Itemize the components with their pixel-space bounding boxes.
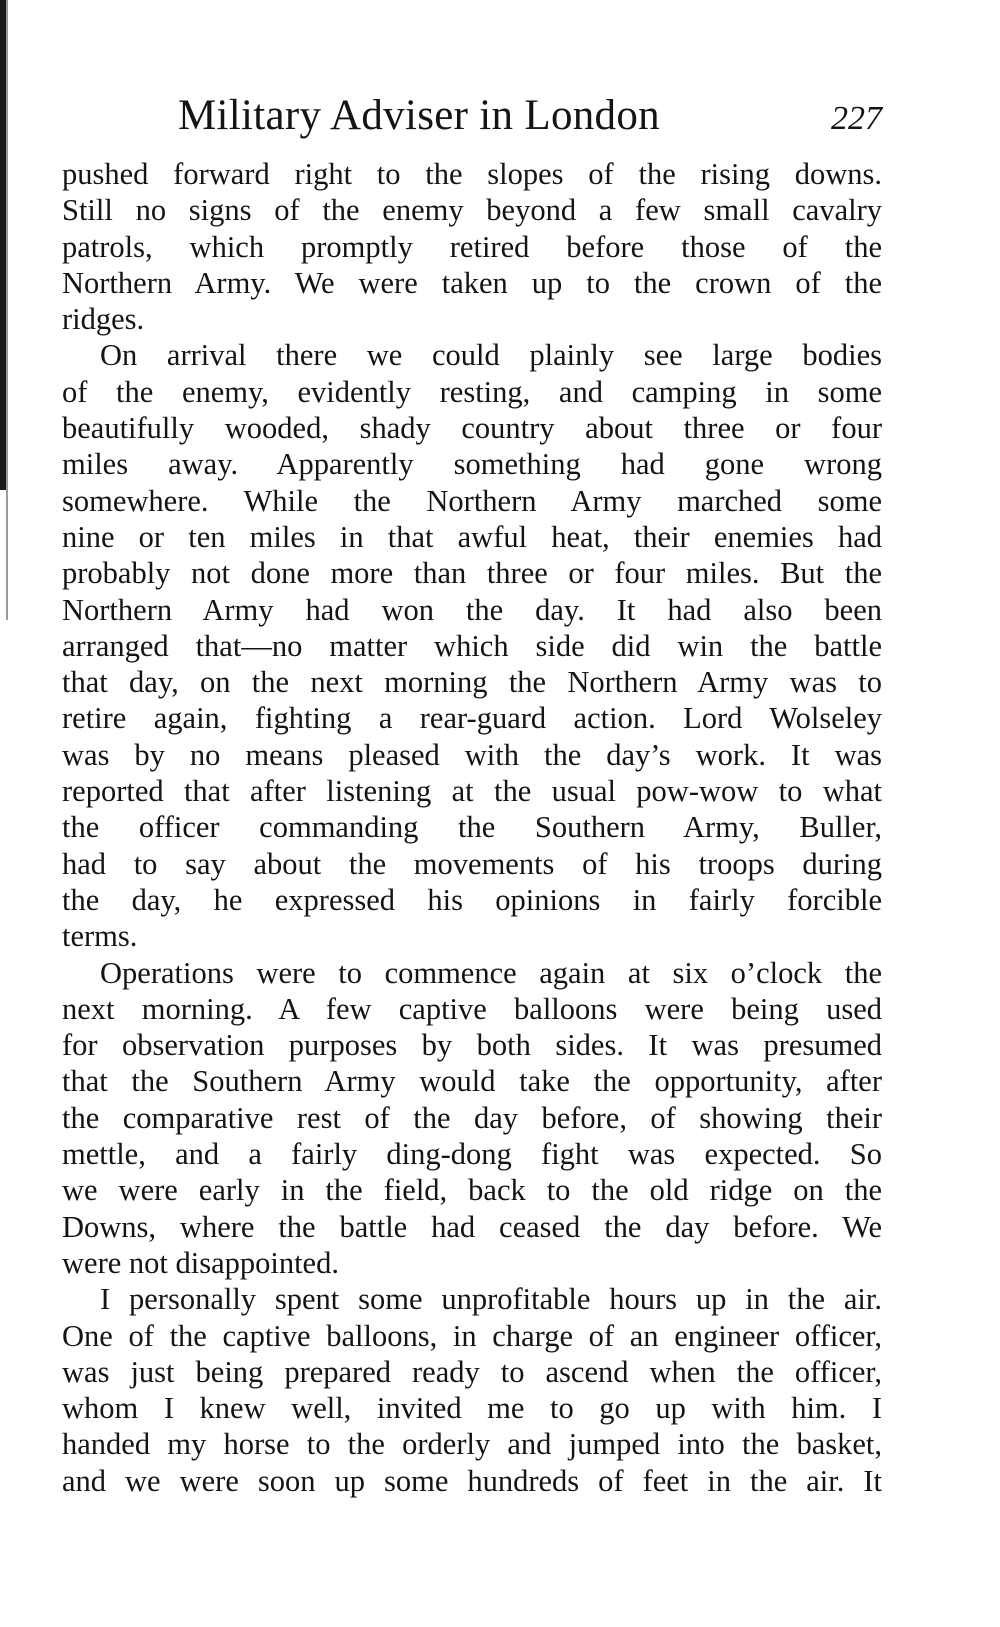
text-line: Northern Army had won the day. It had also been xyxy=(62,592,882,627)
text-line: was just being prepared ready to ascend when the officer, xyxy=(62,1354,882,1389)
text-line: terms. xyxy=(62,919,138,954)
text-line: On arrival there we could plainly see large bodies xyxy=(100,338,882,373)
text-line: Operations were to commence again at six o’clock the xyxy=(100,955,882,990)
text-line: Still no signs of the enemy beyond a few small cavalry xyxy=(62,193,882,228)
text-line: ridges. xyxy=(62,302,145,337)
text-line: were not disappointed. xyxy=(62,1245,339,1280)
text-line: arranged that—no matter which side did win the battle xyxy=(62,628,882,663)
text-line: nine or ten miles in that awful heat, their enemies had xyxy=(62,519,882,554)
text-line: of the enemy, evidently resting, and camping in some xyxy=(62,374,882,409)
text-line: next morning. A few captive balloons were being used xyxy=(62,991,882,1026)
body-text xyxy=(62,156,882,1499)
text-line: One of the captive balloons, in charge of an engineer officer, xyxy=(62,1318,882,1353)
text-line: I personally spent some unprofitable hours up in the air. xyxy=(100,1282,882,1317)
text-line: retire again, fighting a rear-guard action. Lord Wolseley xyxy=(62,701,882,736)
running-head xyxy=(62,90,882,150)
text-line: we were early in the field, back to the old ridge on the xyxy=(62,1173,882,1208)
text-line: probably not done more than three or four miles. But the xyxy=(62,556,882,591)
text-line: for observation purposes by both sides. It was presumed xyxy=(62,1028,882,1063)
text-line: was by no means pleased with the day’s work. It was xyxy=(62,737,882,772)
text-line: and we were soon up some hundreds of feet in the air. It xyxy=(62,1463,882,1498)
text-line: reported that after listening at the usual pow-wow to what xyxy=(62,774,882,809)
running-title: Military Adviser in London xyxy=(178,92,660,139)
text-line: mettle, and a fairly ding-dong fight was expected. So xyxy=(62,1137,882,1172)
text-line: that day, on the next morning the Northern Army was to xyxy=(62,665,882,700)
text-line: miles away. Apparently something had gone wrong xyxy=(62,447,882,482)
text-line: that the Southern Army would take the opportunity, after xyxy=(62,1064,882,1099)
text-line: pushed forward right to the slopes of the rising downs. xyxy=(62,157,882,191)
text-line: handed my horse to the orderly and jumped into the basket, xyxy=(62,1427,882,1462)
text-line: the officer commanding the Southern Army, Buller, xyxy=(62,810,882,845)
page-number: 227 xyxy=(831,100,882,137)
text-line: patrols, which promptly retired before those of the xyxy=(62,229,882,264)
text-line: the day, he expressed his opinions in fairly forcible xyxy=(62,882,882,917)
text-line: Downs, where the battle had ceased the day before. We xyxy=(62,1209,882,1244)
text-line: somewhere. While the Northern Army marched some xyxy=(62,483,882,518)
text-line: Northern Army. We were taken up to the crown of the xyxy=(62,265,882,300)
text-line: whom I knew well, invited me to go up with him. I xyxy=(62,1391,882,1426)
text-line: beautifully wooded, shady country about three or four xyxy=(62,411,882,446)
binding-edge-faint-line xyxy=(6,0,8,620)
text-line: the comparative rest of the day before, of showing their xyxy=(62,1100,882,1135)
text-line: had to say about the movements of his troops during xyxy=(62,846,882,881)
